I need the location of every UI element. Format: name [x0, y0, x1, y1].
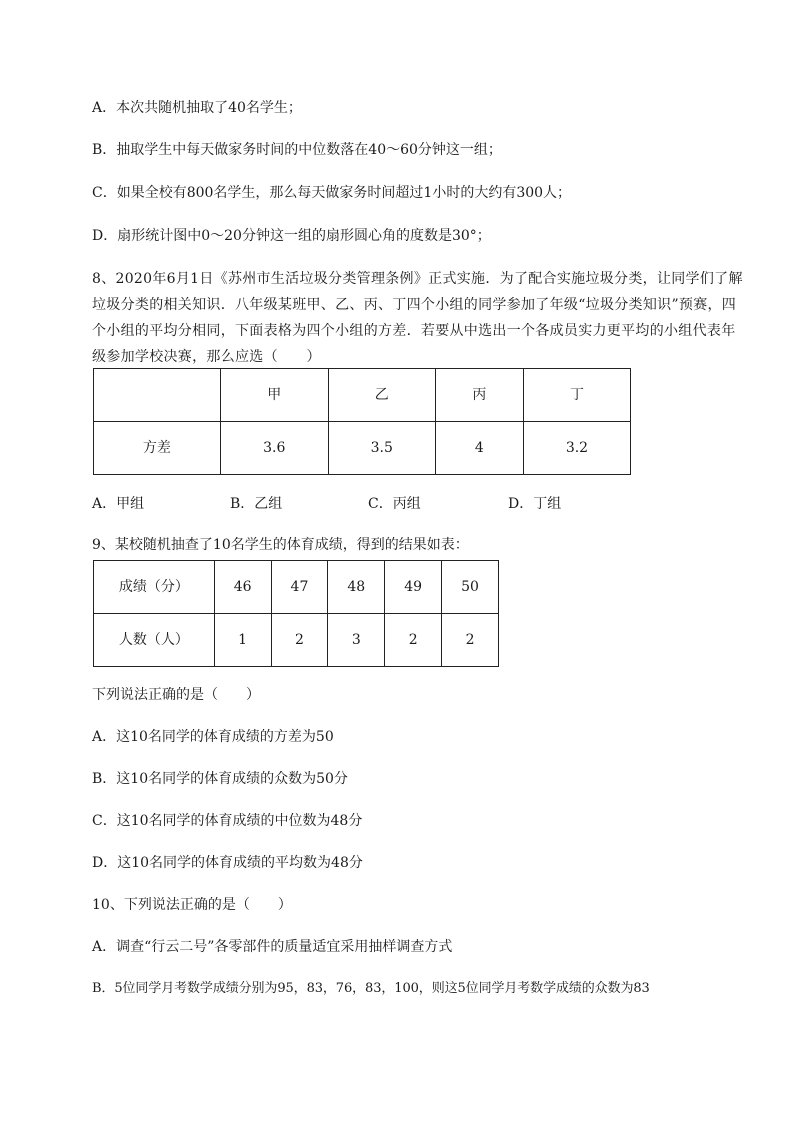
- q9-table-count: 1: [214, 614, 271, 667]
- q8-table-header-row: [94, 369, 631, 422]
- q9-table-count: 2: [385, 614, 442, 667]
- q8-table-variance-row: [94, 422, 631, 475]
- q9-table-score-label: 成绩（分）: [94, 561, 215, 614]
- q8-table-header-jia: 甲: [220, 369, 328, 422]
- q9-table-score: 50: [442, 561, 499, 614]
- q8-option-a: A．甲组: [92, 496, 145, 512]
- q8-table-header-bing: 丙: [435, 369, 523, 422]
- q10-stem: 10、下列说法正确的是（ ）: [92, 897, 292, 913]
- q7-option-b: B．抽取学生中每天做家务时间的中位数落在40～60分钟这一组；: [92, 142, 502, 158]
- q8-table-value-ding: 3.2: [523, 422, 630, 475]
- q8-table-value-yi: 3.5: [328, 422, 435, 475]
- q8-table-value-bing: 4: [435, 422, 523, 475]
- q7-option-d: D．扇形统计图中0～20分钟这一组的扇形圆心角的度数是30°；: [92, 228, 491, 244]
- q9-table-score: 47: [271, 561, 328, 614]
- q9-table-count: 3: [328, 614, 385, 667]
- q8-table-header-yi: 乙: [328, 369, 435, 422]
- q9-prompt: 下列说法正确的是（ ）: [92, 687, 260, 703]
- q9-stem: 9、某校随机抽查了10名学生的体育成绩，得到的结果如表：: [92, 537, 469, 553]
- q8-option-d: D．丁组: [508, 496, 562, 512]
- q9-table-score-row: [94, 561, 499, 614]
- q10-option-b: B．5位同学月考数学成绩分别为95，83，76，83，100，则这5位同学月考数学成绩的众数为83: [92, 981, 650, 996]
- q9-score-table: [93, 560, 499, 667]
- q8-option-c: C．丙组: [368, 496, 421, 512]
- q8-table-header-ding: 丁: [523, 369, 630, 422]
- q9-table-count-row: [94, 614, 499, 667]
- q9-table-score: 48: [328, 561, 385, 614]
- q8-table-row-label: 方差: [94, 422, 221, 475]
- q9-option-a: A．这10名同学的体育成绩的方差为50: [92, 729, 334, 745]
- q9-option-b: B．这10名同学的体育成绩的众数为50分: [92, 771, 348, 787]
- q8-options: [92, 494, 744, 514]
- q8-table-corner-cell: [94, 369, 221, 422]
- q9-option-c: C．这10名同学的体育成绩的中位数为48分: [92, 813, 363, 829]
- q8-variance-table: [93, 368, 631, 475]
- q9-table-count: 2: [271, 614, 328, 667]
- q8-option-b: B．乙组: [230, 496, 283, 512]
- q8-stem: 8、2020年6月1日《苏州市生活垃圾分类管理条例》正式实施．为了配合实施垃圾分类，让同学们了解垃圾分类的相关知识．八年级某班甲、乙、丙、丁四个小组的同学参加了年级“垃圾分类知识”预赛，四个小组的平均分相同，下面表格为四个小组的方差．若要从中选出一个各成员实力更平均的小组代表年级参加学校决赛，那么应选（ ）: [92, 271, 743, 365]
- q10-option-a: A．调查“行云二号”各零部件的质量适宜采用抽样调查方式: [92, 939, 453, 955]
- q9-table-score: 46: [214, 561, 271, 614]
- q7-option-c: C．如果全校有800名学生，那么每天做家务时间超过1小时的大约有300人；: [92, 185, 572, 201]
- q9-table-count-label: 人数（人）: [94, 614, 215, 667]
- q7-option-a: A．本次共随机抽取了40名学生；: [92, 100, 302, 116]
- q9-option-d: D．这10名同学的体育成绩的平均数为48分: [92, 855, 363, 871]
- q9-table-count: 2: [442, 614, 499, 667]
- q8-table-value-jia: 3.6: [220, 422, 328, 475]
- q9-table-score: 49: [385, 561, 442, 614]
